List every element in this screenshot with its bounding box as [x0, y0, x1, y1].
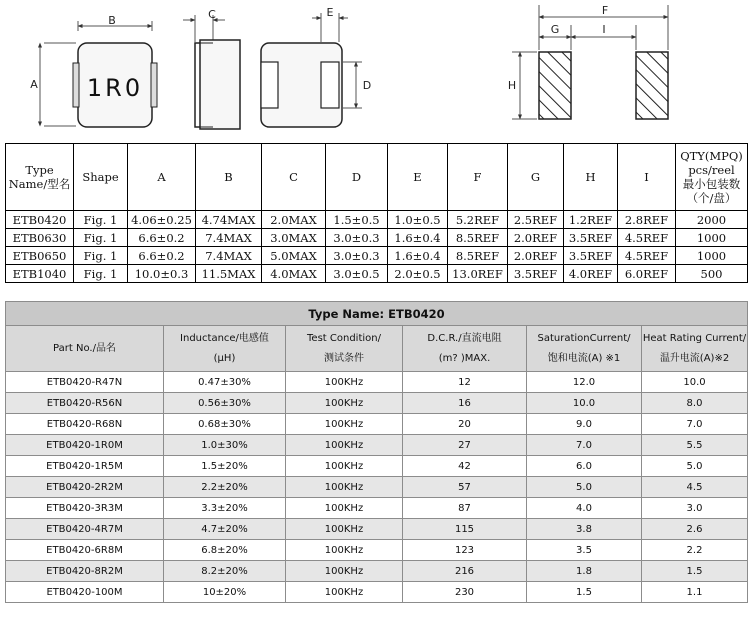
- header-d: D: [326, 144, 388, 211]
- dim-label-g: G: [550, 23, 560, 36]
- cell-saturation: 1.8: [527, 561, 642, 582]
- cell-d: 3.0±0.3: [326, 229, 388, 247]
- header-i: I: [618, 144, 676, 211]
- table-row: [6, 540, 748, 561]
- table-row: [6, 414, 748, 435]
- cell-inductance: 10±20%: [164, 582, 286, 603]
- cell-inductance: 1.0±30%: [164, 435, 286, 456]
- cell-g: 3.5REF: [508, 265, 564, 283]
- cell-h: 4.0REF: [564, 265, 618, 283]
- cell-dcr: 57: [403, 477, 527, 498]
- cell-heat-rating: 8.0: [642, 393, 748, 414]
- table-row: [6, 561, 748, 582]
- cell-saturation: 10.0: [527, 393, 642, 414]
- table-row: [6, 519, 748, 540]
- dim-label-b: B: [108, 14, 116, 27]
- cell-saturation: 6.0: [527, 456, 642, 477]
- cell-inductance: 3.3±20%: [164, 498, 286, 519]
- cell-heat-rating: 3.0: [642, 498, 748, 519]
- bottom-view-drawing: [261, 6, 371, 127]
- dimension-drawings: [0, 0, 750, 140]
- cell-test-condition: 100KHz: [286, 393, 403, 414]
- cell-part-no: ETB0420-1R0M: [6, 435, 164, 456]
- cell-test-condition: 100KHz: [286, 561, 403, 582]
- cell-d: 3.0±0.3: [326, 247, 388, 265]
- spec-row: [6, 247, 748, 265]
- header-b: B: [196, 144, 262, 211]
- cell-heat-rating: 1.5: [642, 561, 748, 582]
- spec-row: [6, 229, 748, 247]
- cell-part-no: ETB0420-R47N: [6, 372, 164, 393]
- dim-label-h: H: [507, 79, 517, 92]
- cell-test-condition: 100KHz: [286, 414, 403, 435]
- table-row: [6, 477, 748, 498]
- header-dcr-line2: (m? )MAX.: [438, 352, 491, 364]
- cell-g: 2.5REF: [508, 211, 564, 229]
- header-part-no: Part No./品名: [6, 326, 164, 372]
- table-row: [6, 456, 748, 477]
- part-table-title-row: [6, 302, 748, 326]
- header-f: F: [448, 144, 508, 211]
- cell-inductance: 1.5±20%: [164, 456, 286, 477]
- cell-dcr: 16: [403, 393, 527, 414]
- cell-a: 4.06±0.25: [128, 211, 196, 229]
- cell-inductance: 4.7±20%: [164, 519, 286, 540]
- header-qty-line4: （个/盘）: [686, 191, 737, 205]
- dim-label-f: F: [601, 4, 609, 17]
- cell-test-condition: 100KHz: [286, 372, 403, 393]
- cell-test-condition: 100KHz: [286, 540, 403, 561]
- cell-heat-rating: 1.1: [642, 582, 748, 603]
- cell-shape: Fig. 1: [74, 229, 128, 247]
- side-view-drawing: [183, 8, 240, 129]
- cell-c: 4.0MAX: [262, 265, 326, 283]
- cell-test-condition: 100KHz: [286, 477, 403, 498]
- header-qty-line2: pcs/reel: [688, 163, 735, 177]
- cell-part-no: ETB0420-R56N: [6, 393, 164, 414]
- cell-inductance: 6.8±20%: [164, 540, 286, 561]
- cell-c: 5.0MAX: [262, 247, 326, 265]
- cell-qty: 1000: [676, 229, 748, 247]
- cell-qty: 1000: [676, 247, 748, 265]
- cell-type: ETB0650: [6, 247, 74, 265]
- cell-c: 3.0MAX: [262, 229, 326, 247]
- cell-inductance: 0.56±30%: [164, 393, 286, 414]
- cell-c: 2.0MAX: [262, 211, 326, 229]
- header-g: G: [508, 144, 564, 211]
- cell-qty: 500: [676, 265, 748, 283]
- cell-dcr: 20: [403, 414, 527, 435]
- cell-dcr: 42: [403, 456, 527, 477]
- cell-a: 6.6±0.2: [128, 247, 196, 265]
- table-row: [6, 393, 748, 414]
- cell-f: 13.0REF: [448, 265, 508, 283]
- cell-dcr: 27: [403, 435, 527, 456]
- cell-part-no: ETB0420-3R3M: [6, 498, 164, 519]
- cell-f: 5.2REF: [448, 211, 508, 229]
- cell-i: 2.8REF: [618, 211, 676, 229]
- header-inductance: [164, 326, 286, 372]
- cell-heat-rating: 7.0: [642, 414, 748, 435]
- header-test-condition: [286, 326, 403, 372]
- table-row: [6, 582, 748, 603]
- part-marking: 1R0: [86, 74, 144, 102]
- header-dcr-line1: D.C.R./直流电阻: [427, 332, 502, 344]
- land-pattern-drawing: [508, 4, 668, 119]
- cell-test-condition: 100KHz: [286, 582, 403, 603]
- cell-saturation: 12.0: [527, 372, 642, 393]
- cell-i: 4.5REF: [618, 229, 676, 247]
- header-heat-line1: Heat Rating Current/: [642, 332, 747, 344]
- table-row: [6, 435, 748, 456]
- cell-saturation: 3.5: [527, 540, 642, 561]
- cell-heat-rating: 2.2: [642, 540, 748, 561]
- header-h: H: [564, 144, 618, 211]
- dim-label-a: A: [30, 78, 38, 91]
- header-e: E: [388, 144, 448, 211]
- spec-row: [6, 265, 748, 283]
- header-shape: Shape: [74, 144, 128, 211]
- cell-dcr: 87: [403, 498, 527, 519]
- cell-saturation: 7.0: [527, 435, 642, 456]
- header-saturation-current: [527, 326, 642, 372]
- cell-heat-rating: 4.5: [642, 477, 748, 498]
- cell-part-no: ETB0420-1R5M: [6, 456, 164, 477]
- header-heat-line2: 温升电流(A)※2: [659, 352, 730, 364]
- cell-e: 1.6±0.4: [388, 247, 448, 265]
- cell-f: 8.5REF: [448, 247, 508, 265]
- cell-dcr: 216: [403, 561, 527, 582]
- cell-i: 6.0REF: [618, 265, 676, 283]
- header-type-line2: Name/型名: [8, 177, 71, 191]
- cell-e: 1.0±0.5: [388, 211, 448, 229]
- cell-inductance: 0.47±30%: [164, 372, 286, 393]
- cell-dcr: 12: [403, 372, 527, 393]
- cell-dcr: 230: [403, 582, 527, 603]
- header-c: C: [262, 144, 326, 211]
- cell-i: 4.5REF: [618, 247, 676, 265]
- cell-shape: Fig. 1: [74, 265, 128, 283]
- header-heat-rating-current: [642, 326, 748, 372]
- cell-qty: 2000: [676, 211, 748, 229]
- table-row: [6, 498, 748, 519]
- cell-b: 4.74MAX: [196, 211, 262, 229]
- cell-heat-rating: 2.6: [642, 519, 748, 540]
- header-type: [6, 144, 74, 211]
- header-inductance-line2: (μH): [213, 352, 236, 364]
- table-row: [6, 372, 748, 393]
- cell-dcr: 123: [403, 540, 527, 561]
- cell-dcr: 115: [403, 519, 527, 540]
- header-inductance-line1: Inductance/电感值: [180, 332, 269, 344]
- header-sat-line1: SaturationCurrent/: [537, 332, 631, 344]
- cell-heat-rating: 10.0: [642, 372, 748, 393]
- cell-e: 1.6±0.4: [388, 229, 448, 247]
- cell-b: 7.4MAX: [196, 229, 262, 247]
- cell-shape: Fig. 1: [74, 247, 128, 265]
- cell-test-condition: 100KHz: [286, 456, 403, 477]
- cell-d: 3.0±0.5: [326, 265, 388, 283]
- cell-inductance: 8.2±20%: [164, 561, 286, 582]
- cell-inductance: 2.2±20%: [164, 477, 286, 498]
- cell-test-condition: 100KHz: [286, 435, 403, 456]
- part-table-title: Type Name: ETB0420: [6, 302, 748, 326]
- cell-h: 3.5REF: [564, 247, 618, 265]
- cell-inductance: 0.68±30%: [164, 414, 286, 435]
- cell-part-no: ETB0420-100M: [6, 582, 164, 603]
- header-a: A: [128, 144, 196, 211]
- dim-label-i: I: [602, 23, 606, 36]
- cell-test-condition: 100KHz: [286, 498, 403, 519]
- cell-test-condition: 100KHz: [286, 519, 403, 540]
- header-sat-line2: 饱和电流(A) ※1: [547, 352, 621, 364]
- header-qty-line3: 最小包装数: [682, 177, 741, 191]
- cell-type: ETB0420: [6, 211, 74, 229]
- dim-label-e: E: [326, 6, 334, 19]
- cell-part-no: ETB0420-4R7M: [6, 519, 164, 540]
- cell-a: 10.0±0.3: [128, 265, 196, 283]
- cell-b: 11.5MAX: [196, 265, 262, 283]
- cell-saturation: 3.8: [527, 519, 642, 540]
- header-type-line1: Type: [25, 163, 54, 177]
- cell-type: ETB1040: [6, 265, 74, 283]
- cell-part-no: ETB0420-8R2M: [6, 561, 164, 582]
- cell-part-no: ETB0420-6R8M: [6, 540, 164, 561]
- cell-e: 2.0±0.5: [388, 265, 448, 283]
- cell-saturation: 4.0: [527, 498, 642, 519]
- cell-type: ETB0630: [6, 229, 74, 247]
- header-qty-line1: QTY(MPQ): [680, 149, 743, 163]
- part-table-header-row: [6, 326, 748, 372]
- cell-h: 1.2REF: [564, 211, 618, 229]
- header-test-line2: 测试条件: [324, 352, 364, 364]
- dim-label-c: C: [208, 8, 216, 21]
- cell-saturation: 1.5: [527, 582, 642, 603]
- cell-saturation: 9.0: [527, 414, 642, 435]
- header-test-line1: Test Condition/: [307, 332, 381, 344]
- cell-g: 2.0REF: [508, 247, 564, 265]
- dim-label-d: D: [362, 79, 372, 92]
- cell-saturation: 5.0: [527, 477, 642, 498]
- spec-row: [6, 211, 748, 229]
- cell-part-no: ETB0420-2R2M: [6, 477, 164, 498]
- header-qty: [676, 144, 748, 211]
- header-dcr: [403, 326, 527, 372]
- cell-b: 7.4MAX: [196, 247, 262, 265]
- top-view-drawing: [30, 14, 157, 127]
- part-number-table: [5, 301, 748, 603]
- cell-d: 1.5±0.5: [326, 211, 388, 229]
- cell-shape: Fig. 1: [74, 211, 128, 229]
- cell-g: 2.0REF: [508, 229, 564, 247]
- cell-heat-rating: 5.0: [642, 456, 748, 477]
- cell-heat-rating: 5.5: [642, 435, 748, 456]
- cell-a: 6.6±0.2: [128, 229, 196, 247]
- dimension-spec-table: [5, 143, 748, 283]
- cell-part-no: ETB0420-R68N: [6, 414, 164, 435]
- cell-f: 8.5REF: [448, 229, 508, 247]
- spec-header-row: [6, 144, 748, 211]
- cell-h: 3.5REF: [564, 229, 618, 247]
